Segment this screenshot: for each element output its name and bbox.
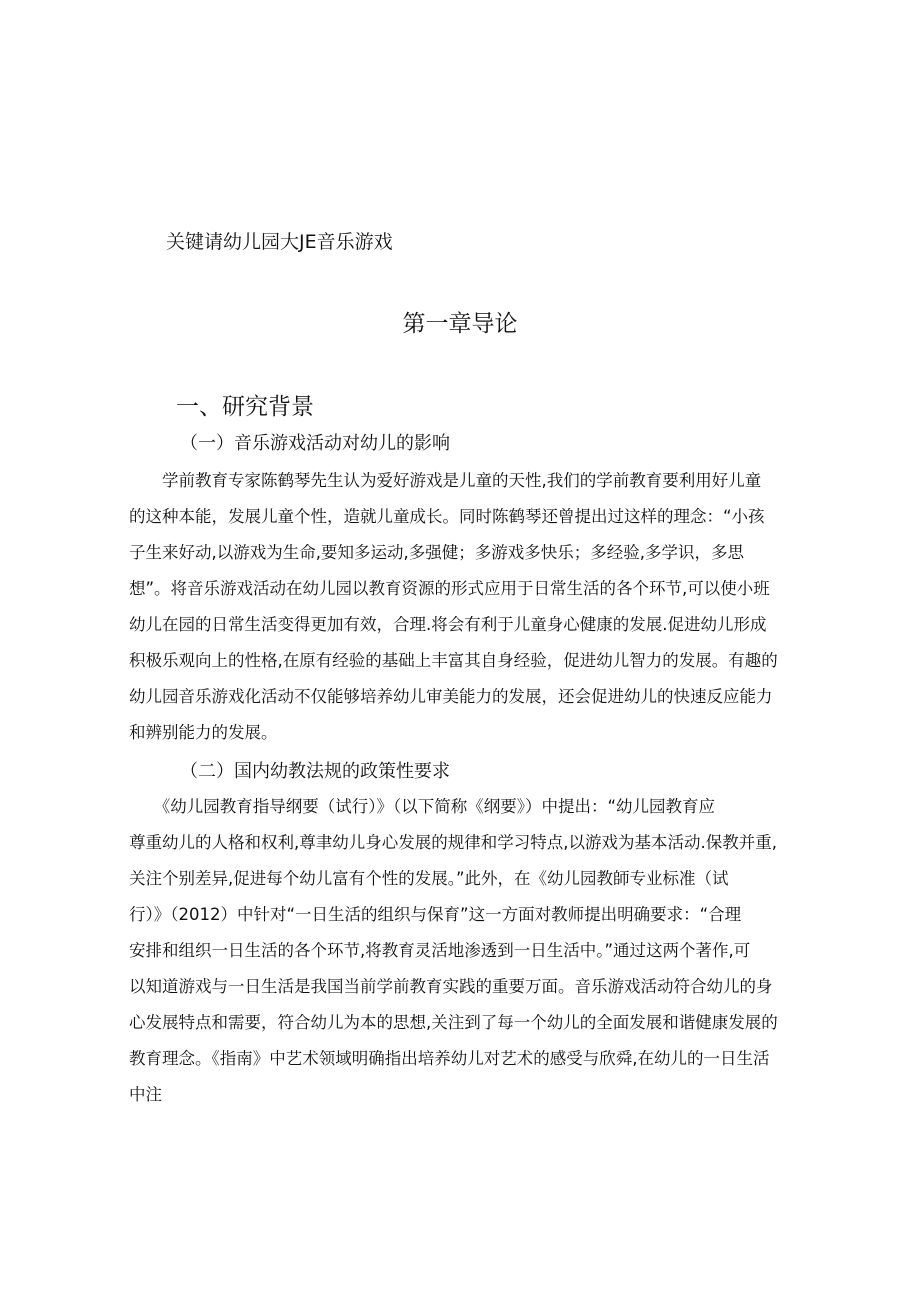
- paragraph-line: 和辨别能力的发展。: [129, 723, 278, 742]
- paragraph-line: 关注个别差异,促进每个幼儿富有个性的发展。”此外，在《幼儿园教師专业标准（试: [129, 869, 729, 888]
- paragraph-2: [129, 789, 794, 1113]
- paragraph-line: 以知道游戏与一日生活是我国当前学前教育实践的重要万面。音乐游戏活动符合幼儿的身: [129, 977, 773, 996]
- subsection-heading-2: （二）国内幼教法规的政策性要求: [180, 761, 450, 782]
- paragraph-line: 的这种本能，发展儿童个性，造就儿童成长。同时陈鹤琴还曾提出过这样的理念：“小孩: [129, 507, 765, 526]
- paragraph-line: 积极乐观向上的性格,在原有经验的基础上丰富其自身经验，促进幼儿智力的发展。有趣的: [129, 651, 778, 670]
- keywords-line: 关键请幼儿园大JE音乐游戏: [166, 231, 393, 253]
- section-heading: 一、研究背景: [176, 394, 314, 420]
- paragraph-line: 想”。将音乐游戏活动在幼儿园以教育资源的形式应用于日常生活的各个环节,可以使小班: [129, 579, 770, 598]
- subsection-heading-1: （一）音乐游戏活动对幼儿的影响: [180, 433, 450, 454]
- paragraph-line: 中注: [129, 1085, 162, 1104]
- chapter-title: 第一章导论: [402, 311, 518, 337]
- paragraph-line: 安排和组织一日生活的各个环节,将教育灵活地渗透到一日生活中。”通过这两个著作,可: [129, 941, 751, 960]
- paragraph-1: [129, 463, 794, 751]
- paragraph-line: 幼儿园音乐游戏化活动不仅能够培养幼儿审美能力的发展，还会促进幼儿的快速反应能力: [129, 687, 773, 706]
- paragraph-line: 幼儿在园的日常生活变得更加有效，合理.将会有利于儿童身心健康的发展.促进幼儿形成: [129, 615, 767, 634]
- paragraph-line: 尊重幼儿的人格和权利,尊聿幼儿身心发展的规律和学习特点,以游戏为基本活动.保教并重,: [129, 833, 777, 852]
- paragraph-line: 教育理念。《指南》中艺术领域明确指出培养幼儿对艺术的感受与欣舜,在幼儿的一日生活: [129, 1049, 770, 1068]
- paragraph-line: 行）》（2012）中针对“一日生活的组织与保育”这一方面对教师提出明确要求：“合理: [129, 905, 742, 924]
- paragraph-line: 子生来好动,以游戏为生命,要知多运动,多强健；多游戏多快乐；多经验,多学识，多思: [129, 543, 744, 562]
- paragraph-line: 《幼儿园教育指导纲要（试行）》（以下简称《纲要》）中提出：“幼儿园教育应: [129, 797, 716, 816]
- paragraph-line: 学前教育专家陈鹤琴先生认为爱好游戏是儿童的天性,我们的学前教育要利用好儿童: [129, 471, 762, 490]
- paragraph-line: 心发展特点和需要，符合幼儿为本的思想,关注到了每一个幼儿的全面发展和谐健康发展的: [129, 1013, 778, 1032]
